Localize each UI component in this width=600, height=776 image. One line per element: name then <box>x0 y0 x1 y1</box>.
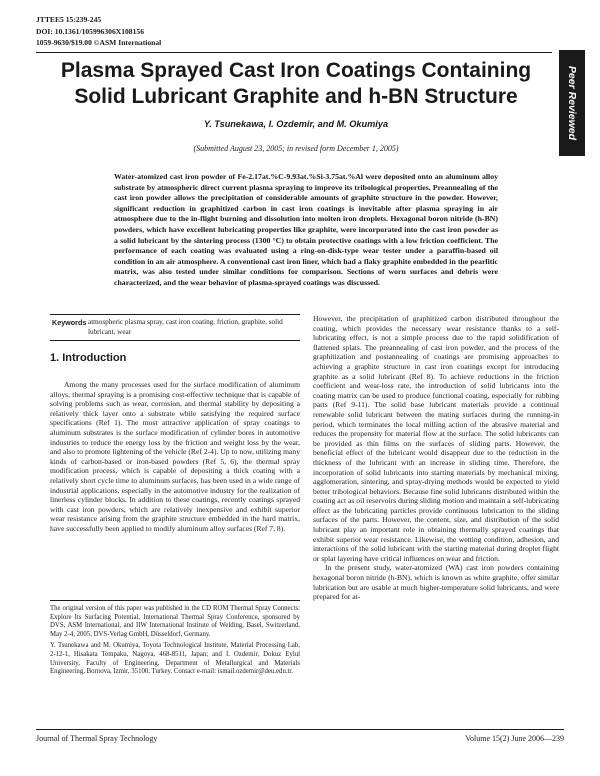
peer-reviewed-tab <box>559 50 585 156</box>
right-paragraph-2: In the present study, water-atomized (WA) cast iron powders containing hexagonal boron nitride (h-BN), which is known as white graphite, offer similar lubrication but are usable at much higher-temperature solid lubricants, and were prepared for at- <box>313 563 559 602</box>
footnote-original-version: The original version of this paper was published in the CD ROM Thermal Spray Connects: Explore Its Surfacing Potential, International Thermal Spray Conference, sponsored by DVS, ASM International, and IIW International Institute of Welding, Basel, Switzerland, May 2-4, 2005, DVS-Verlag GmbH, Düsseldorf, Germany. <box>50 605 300 638</box>
authors: Y. Tsunekawa, I. Ozdemir, and M. Okumiya <box>203 119 389 129</box>
header-rule <box>36 52 552 53</box>
footnotes <box>50 605 300 680</box>
header-meta <box>36 14 161 49</box>
right-column <box>313 314 559 602</box>
keywords-box <box>50 314 300 341</box>
journal-code: JTTEE5 15:239-245 <box>36 15 102 24</box>
issn: 1059-9630/$19.00 ©ASM International <box>36 38 162 47</box>
doi: DOI: 10.1361/105996306X108156 <box>36 26 144 36</box>
intro-paragraph: Among the many processes used for the surface modification of aluminum alloys, thermal spraying is a promising cost-effective technique that is capable of solving problems such as wear, corrosion, and thermal stability by depositing a relatively thick layer onto a substrate while satisfying the required surface specifications (Ref 1). The most attractive application of spray coatings to aluminum substrates is the surface modification of cylinder bores in automotive industries to reduce the energy loss by the friction and weight loss by the wear, and also to promote lightening of the vehicle (Ref 2-4). Up to now, utilizing many kinds of carbon-based or iron-based powders (Ref 5, 6), the thermal spray modification process, which is capable of depositing a thick coating with a relatively short cycle time to aluminum surfaces, has been used in a wide range of industrial applications, especially in the automotive industry for the realization of linerless cylinder blocks. In addition to these coatings, recently coatings sprayed with cast iron powders, which are relatively inexpensive and exhibit superior wear resistance arising from the graphite structure embedded in the hard matrix, have successfully been applied to modify aluminum alloy surfaces (Ref 7, 8). <box>50 380 300 533</box>
title-line-2: Solid Lubricant Graphite and h-BN Structure <box>74 85 518 108</box>
title-line-1: Plasma Sprayed Cast Iron Coatings Containing <box>60 59 532 82</box>
peer-reviewed-label: Peer Reviewed <box>566 65 579 141</box>
abstract: Water-atomized cast iron powder of Fe-2.17at.%C-9.93at.%Si-3.75at.%Al were deposited onto an aluminum alloy substrate by atmospheric direct current plasma spraying to improve its tribological properties. Preannealing of the cast iron powder allows the precipitation of considerable amounts of graphite structure in the powder. However, significant reduction in graphitized carbon in cast iron coatings is inevitable after plasma spraying in air atmosphere due to the in-flight burning and dissolution into molten iron droplets. Hexagonal boron nitride (h-BN) powders, which have excellent lubricating properties like graphite, were incorporated into the cast iron powder as a solid lubricant by the sintering process (1300 °C) to obtain protective coatings with a low friction coefficient. The performance of each coating was evaluated using a ring-on-disk-type wear tester under a paraffin-based oil condition in an air atmosphere. A conventional cast iron liner, which had a flaky graphite embedded in the pearlitic matrix, was also tested under similar conditions for comparison. Sections of worn surfaces and debris were characterized, and the wear behavior of plasma-sprayed coatings was discussed. <box>114 172 498 287</box>
footnote-rule <box>50 600 300 601</box>
keywords-label: Keywords <box>52 318 87 327</box>
intro-left-column <box>50 380 300 534</box>
footer-volume: Volume 15(2) June 2006—239 <box>465 734 564 743</box>
footer-journal: Journal of Thermal Spray Technology <box>36 734 158 743</box>
article-title <box>40 58 552 110</box>
keywords-text: atmospheric plasma spray, cast iron coating, friction, graphite, solid lubricant, wear <box>88 318 283 336</box>
right-paragraph-1: However, the precipitation of graphitized carbon distributed throughout the coating, which provides the necessary wear resistance thanks to a self-lubricating effect, is not a simple process due to the rapid solidification of flattened splats. The preannealing of cast iron powder, and the process of the graphitization and postannealing of coatings are promising approaches to achieving a graphite structure in cast iron coatings except for introducing graphite as a solid lubricant (Ref 8). To achieve reductions in the friction coefficient and wear-loss rate, the introduction of solid lubricants into the coating matrix can be used to produce functional coating, especially for rubbing parts (Ref 9-11). The solid base lubricant materials provide a continual renewable solid lubricant between the mating surfaces during the running-in period, which terminates the local milling action of the abrasive material and reduces the propensity for material flow at the surface. The solid lubricants can be provided as thin films on the surfaces of sliding parts. However, the beneficial effect of the lubricant would disappear due to the reduction in the thickness of the lubricant with an increase in sliding time. Therefore, the incorporation of solid lubricants into starting materials by mechanical mixing, agglomeration, sintering, and spray-drying methods would be expected to yield better tribological behaviors. Because fine solid lubricants distributed within the coating act as oil reservoirs during sliding motion and maintain a self-lubricating effect as the lubricating particles provide continuous lubrication to the sliding surfaces of the parts. However, the content, size, and distribution of the solid lubricant play an important role in obtaining thermally sprayed coatings that exhibit superior wear resistance. Likewise, the wetting condition, adhesion, and interactions of the solid lubricant with the starting material during droplet flight or splat layering have critical influences on wear and friction. <box>313 314 559 563</box>
section-heading: 1. Introduction <box>50 352 127 364</box>
submission-dates: (Submitted August 23, 2005; in revised form December 1, 2005) <box>193 144 399 153</box>
footnote-affiliations: Y. Tsunekawa and M. Okumiya, Toyota Technological Institute, Material Processing Lab, 2-12-1, Hisakata Tempaku, Nagoya, 468-8511, Japan; and I. Ozdemir, Dokuz Eylul University, Faculty of Engineering, Department of Metallurgical and Materials Engineering, Bornova, Izmir, 35100, Turkey. Contact e-mail: ismail.ozdemir@deu.edu.tr. <box>50 642 300 676</box>
footer-rule <box>36 729 564 730</box>
